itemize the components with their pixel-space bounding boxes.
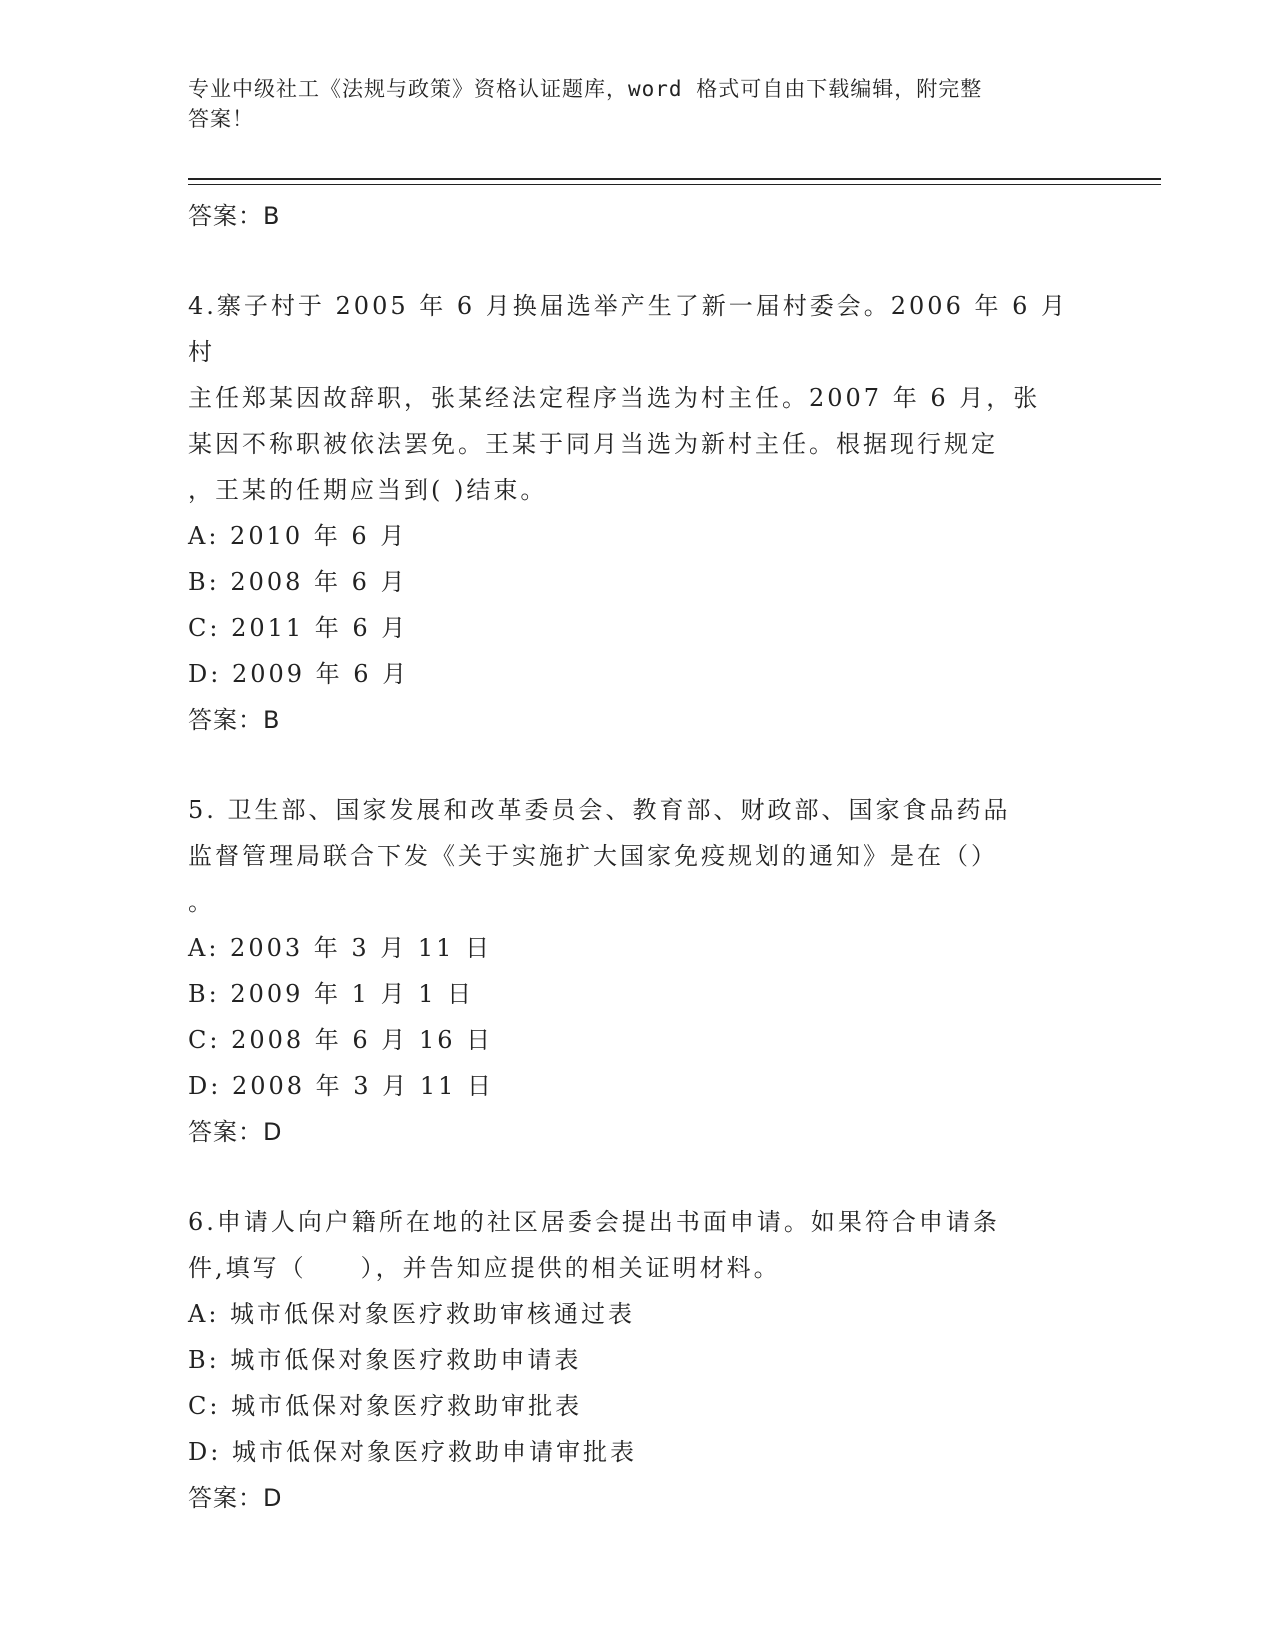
- answer-line: 答案：D: [188, 1484, 283, 1512]
- question-text: [188, 1199, 1088, 1291]
- option-b: B: 2009 年 1 月 1 日: [188, 980, 475, 1008]
- header-line-2: 答案！: [188, 107, 254, 131]
- option-b: B: 2008 年 6 月: [188, 568, 408, 596]
- option-a: A: 2010 年 6 月: [188, 522, 408, 550]
- question-list: [188, 193, 1088, 1521]
- spacer: [188, 239, 1088, 283]
- question-line: ，王某的任期应当到( )结束。: [188, 476, 548, 504]
- header-rule-thin: [188, 184, 1161, 185]
- answer-line: 答案：B: [188, 202, 281, 230]
- header-rule-thick: [188, 178, 1161, 180]
- option-d: D: 2008 年 3 月 11 日: [188, 1072, 494, 1100]
- question-line: 6.申请人向户籍所在地的社区居委会提出书面申请。如果符合申请条: [188, 1208, 1000, 1236]
- option-c: C: 2011 年 6 月: [188, 614, 409, 642]
- question-line: 件,填写（ ），并告知应提供的相关证明材料。: [188, 1254, 781, 1282]
- question-line: 。: [188, 888, 215, 916]
- question-block: [188, 283, 1088, 743]
- option-b: B: 城市低保对象医疗救助申请表: [188, 1346, 582, 1374]
- page-header: [188, 74, 1088, 134]
- option-c: C: 城市低保对象医疗救助审批表: [188, 1392, 583, 1420]
- option-d: D: 2009 年 6 月: [188, 660, 410, 688]
- spacer: [188, 1155, 1088, 1199]
- question-line: 主任郑某因故辞职，张某经法定程序当选为村主任。2007 年 6 月，张: [188, 384, 1041, 412]
- question-line: 5. 卫生部、国家发展和改革委员会、教育部、财政部、国家食品药品: [188, 796, 1011, 824]
- header-line-1: 专业中级社工《法规与政策》资格认证题库，word 格式可自由下载编辑，附完整: [188, 77, 983, 101]
- question-line: 某因不称职被依法罢免。王某于同月当选为新村主任。根据现行规定: [188, 430, 998, 458]
- answer-line: 答案：B: [188, 706, 281, 734]
- spacer: [188, 743, 1088, 787]
- question-text: [188, 283, 1088, 513]
- option-d: D: 城市低保对象医疗救助申请审批表: [188, 1438, 637, 1466]
- option-a: A: 城市低保对象医疗救助审核通过表: [188, 1300, 636, 1328]
- question-block: [188, 1199, 1088, 1521]
- question-line: 监督管理局联合下发《关于实施扩大国家免疫规划的通知》是在（）: [188, 842, 998, 870]
- question-line: 4.寨子村于 2005 年 6 月换届选举产生了新一届村委会。2006 年 6 月村: [188, 292, 1068, 366]
- question-text: [188, 787, 1088, 925]
- answer-line: 答案：D: [188, 1118, 283, 1146]
- option-c: C: 2008 年 6 月 16 日: [188, 1026, 494, 1054]
- option-a: A: 2003 年 3 月 11 日: [188, 934, 493, 962]
- question-block: [188, 787, 1088, 1155]
